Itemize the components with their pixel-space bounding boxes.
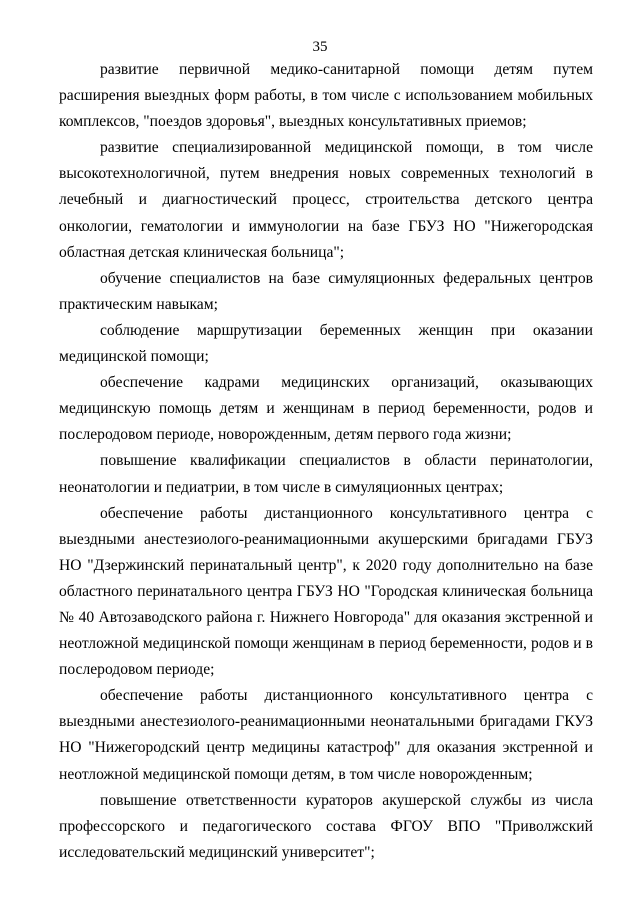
paragraph-specialized-care: развитие специализированной медицинской помощи, в том числе высокотехнологичной, путем внедрения новых современных технологий в лечебный и диагностический процесс, строительства детского центра онкологии, гематологии и иммунологии на базе ГБУЗ НО "Нижегородская областная детская клиническая больница"; [59, 139, 593, 261]
paragraph-qualification: повышение квалификации специалистов в области перинатологии, неонатологии и педиатрии, в том числе в симуляционных центрах; [59, 452, 593, 496]
paragraph-primary-care: развитие первичной медико-санитарной помощи детям путем расширения выездных форм работы, в том числе с использованием мобильных комплексов, "поездов здоровья", выездных консультативных приемов; [59, 61, 593, 131]
paragraph-curators: повышение ответственности кураторов акушерской службы из числа профессорского и педагогического состава ФГОУ ВПО "Приволжский исследовательский медицинский университет"; [59, 791, 593, 861]
paragraph-routing: соблюдение маршрутизации беременных женщин при оказании медицинской помощи; [59, 321, 593, 366]
paragraph-staffing: обеспечение кадрами медицинских организаций, оказывающих медицинскую помощь детям и женщинам в период беременности, родов и послеродовом периоде, новорожденным, детям первого года жизни; [59, 374, 593, 444]
paragraph-neonatal-center: обеспечение работы дистанционного консультативного центра с выездными анестезиолого-реанимационными неонатальными бригадами ГКУЗ НО "Нижегородский центр медицины катастроф" для оказания экстренной и неотложной медицинской помощи детям, в том числе новорожденным; [59, 687, 593, 783]
paragraph-training: обучение специалистов на базе симуляционных федеральных центров практическим навыкам; [59, 269, 593, 313]
page-number: 35 [312, 39, 328, 55]
body-text [59, 57, 593, 866]
paragraph-obstetric-center: обеспечение работы дистанционного консультативного центра с выездными анестезиолого-реанимационными акушерскими бригадами ГБУЗ НО "Дзержинский перинатальный центр", к 2020 году дополнительно на базе областного перинатального центра ГБУЗ НО "Городская клиническая больница № 40 Автозаводского района г. Нижнего Новгорода" для оказания экстренной и неотложной медицинской помощи женщинам в период беременности, родов и в послеродовом периоде; [59, 504, 593, 679]
